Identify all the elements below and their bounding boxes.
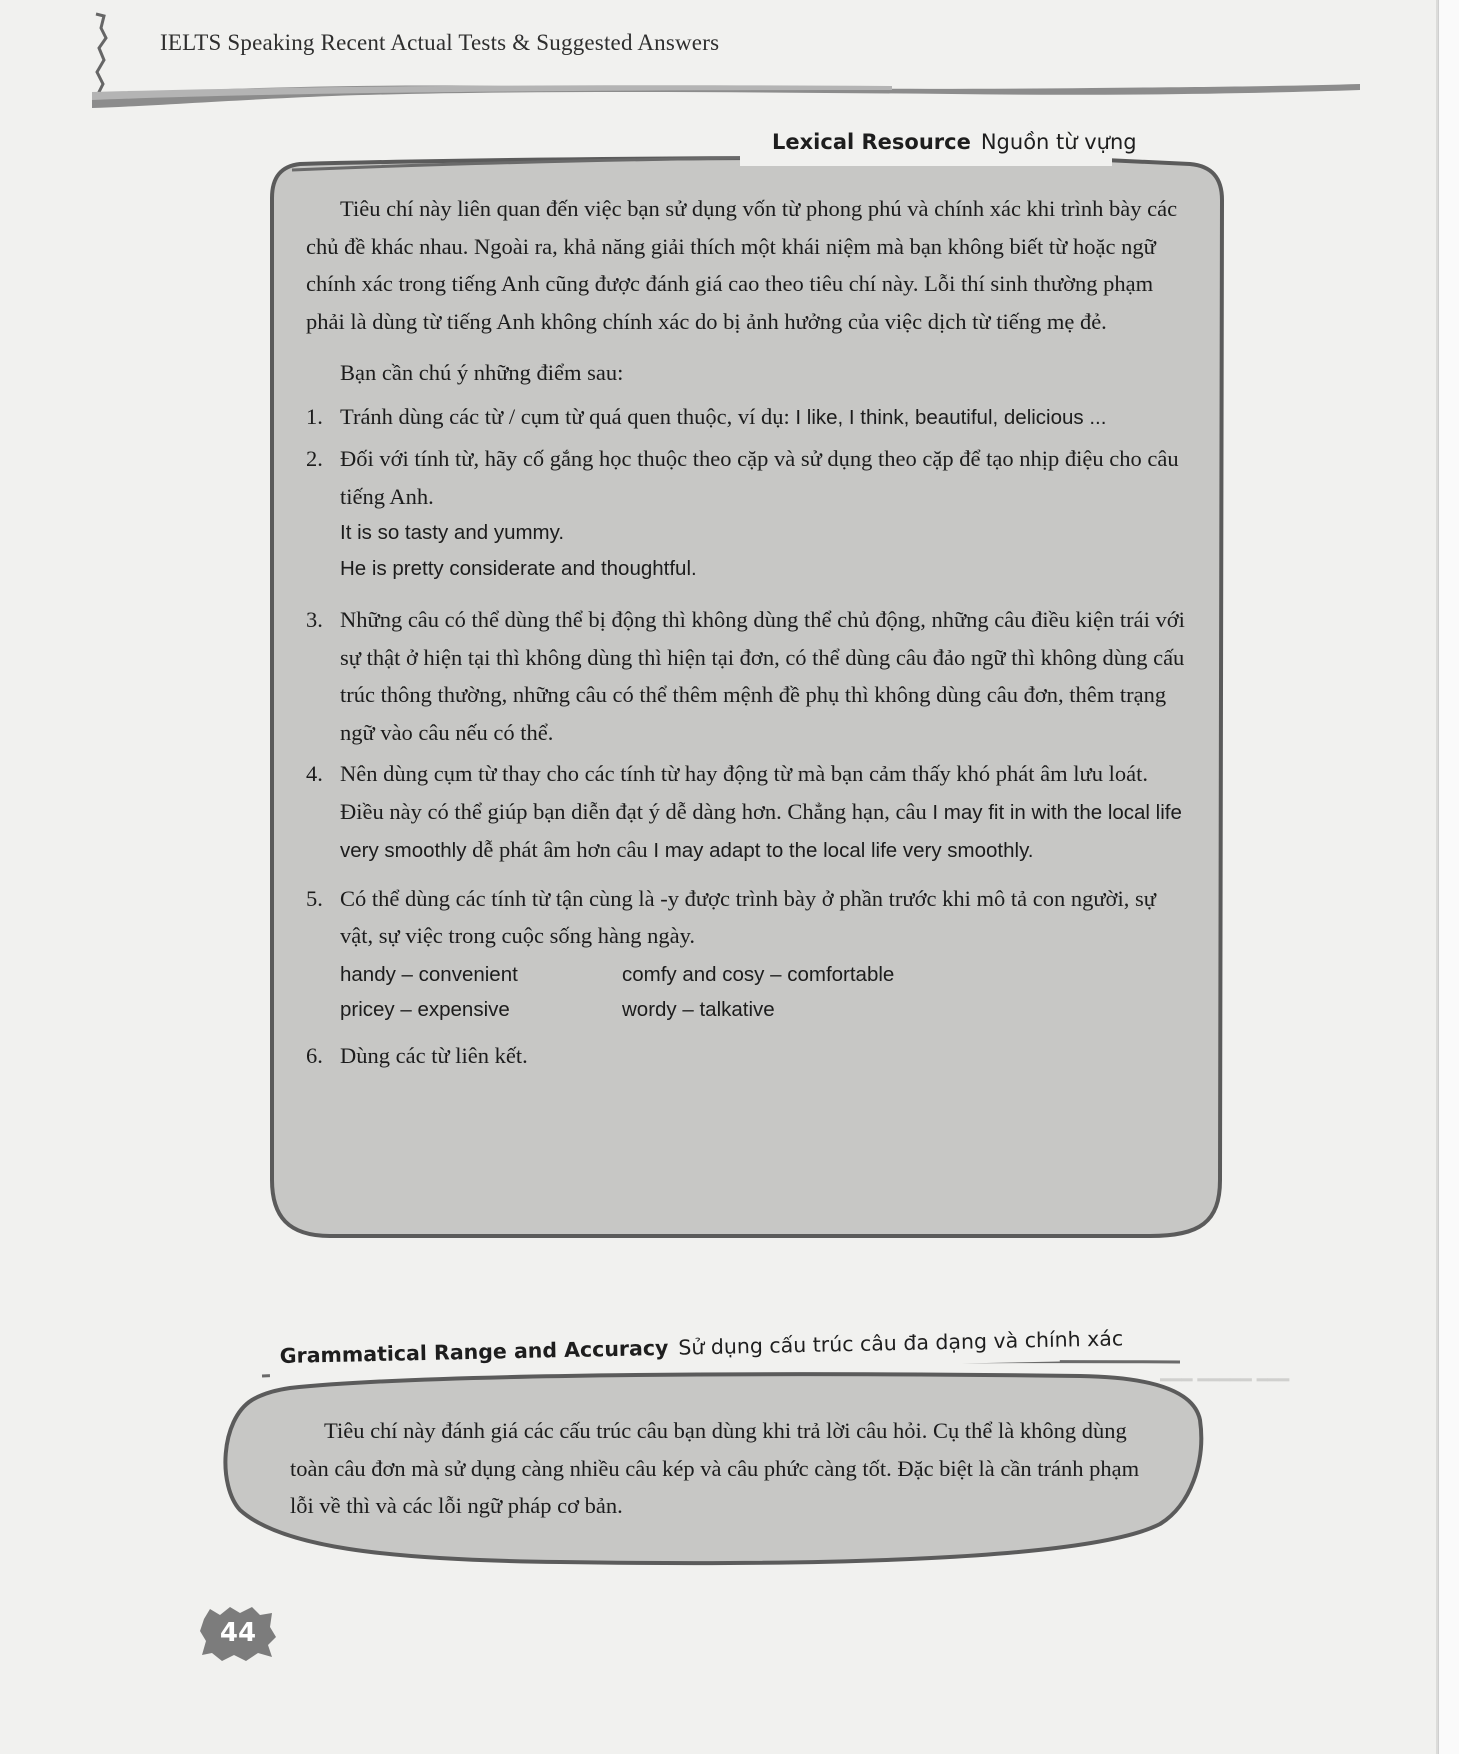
item-number: 3.	[306, 607, 323, 632]
item-text: Nên dùng cụm từ thay cho các tính từ hay động từ mà bạn cảm thấy khó phát âm lưu loát. Điều này có thể giúp bạn diễn đạt ý dễ dàng hơn. Chẳng hạn, câu	[340, 761, 1148, 824]
grammar-paragraph: Tiêu chí này đánh giá các cấu trúc câu bạn dùng khi trả lời câu hỏi. Cụ thể là không dùng toàn câu đơn mà sử dụng càng nhiều câu kép và câu phức càng tốt. Đặc biệt là cần tránh phạm lỗi về thì và các lỗi ngữ pháp cơ bản.	[290, 1418, 1140, 1518]
example-phrase: I may adapt to the local life very smoothly.	[653, 839, 1034, 862]
running-header: IELTS Speaking Recent Actual Tests & Suggested Answers	[160, 30, 720, 55]
grammar-title-vi: Sử dụng cấu trúc câu đa dạng và chính xác	[678, 1326, 1124, 1360]
grammar-title-en: Grammatical Range and Accuracy	[279, 1335, 669, 1368]
lexical-intro: Bạn cần chú ý những điểm sau:	[340, 360, 624, 385]
item-text: Những câu có thể dùng thể bị động thì không dùng thể chủ động, những câu điều kiện trái với sự thật ở hiện tại thì không dùng thì hiện tại đơn, có thể dùng câu đảo ngữ thì không dùng cấu trúc thông thường, những câu có thể thêm mệnh đề phụ thì không dùng câu đơn, thêm trạng ngữ vào câu nếu có thể.	[340, 607, 1185, 745]
lexical-title-vi: Nguồn từ vựng	[980, 130, 1137, 154]
item-text: Đối với tính từ, hãy cố gắng học thuộc theo cặp và sử dụng theo cặp để tạo nhịp điệu cho câu tiếng Anh.	[340, 446, 1179, 509]
lexical-title-en: Lexical Resource	[772, 130, 971, 154]
item-number: 4.	[306, 761, 323, 786]
example-sentence: It is so tasty and yummy.	[340, 521, 565, 544]
page-edge	[1438, 0, 1459, 1754]
item-number: 1.	[306, 403, 323, 429]
item-text-mid: dễ phát âm hơn câu	[472, 837, 648, 862]
example-sentence: He is pretty considerate and thoughtful.	[340, 557, 697, 580]
adjective-pair: pricey – expensive	[340, 997, 510, 1021]
adjective-pair: wordy – talkative	[622, 997, 775, 1021]
show-through-text: ━━━ ━━━━━ ━━━	[1160, 1370, 1290, 1390]
item-text: Có thể dùng các tính từ tận cùng là -y được trình bày ở phần trước khi mô tả con người, sự vật, sự việc trong cuộc sống hàng ngày.	[340, 885, 1156, 948]
page-number-badge	[200, 1605, 276, 1661]
grammar-content	[290, 1412, 1158, 1525]
item-number: 5.	[306, 885, 323, 911]
item-number: 6.	[306, 1042, 323, 1068]
item-text: Dùng các từ liên kết.	[340, 1042, 528, 1068]
adjective-pair: comfy and cosy – comfortable	[622, 962, 895, 986]
lexical-paragraph: Tiêu chí này liên quan đến việc bạn sử dụng vốn từ phong phú và chính xác khi trình bày các chủ đề khác nhau. Ngoài ra, khả năng giải thích một khái niệm mà bạn không biết từ hoặc ngữ chính xác trong tiếng Anh cũng được đánh giá cao theo tiêu chí này. Lỗi thí sinh thường phạm phải là dùng từ tiếng Anh không chính xác do bị ảnh hưởng của việc dịch từ tiếng mẹ đẻ.	[306, 196, 1178, 334]
adjective-pair: handy – convenient	[340, 962, 518, 986]
item-number: 2.	[306, 446, 323, 471]
example-phrase: I may fit in with the local life very smoothly	[340, 800, 1182, 862]
page-number: 44	[219, 1618, 257, 1648]
item-examples: I like, I think, beautiful, delicious ...	[795, 405, 1107, 429]
item-text: Tránh dùng các từ / cụm từ quá quen thuộc, ví dụ:	[340, 403, 790, 429]
